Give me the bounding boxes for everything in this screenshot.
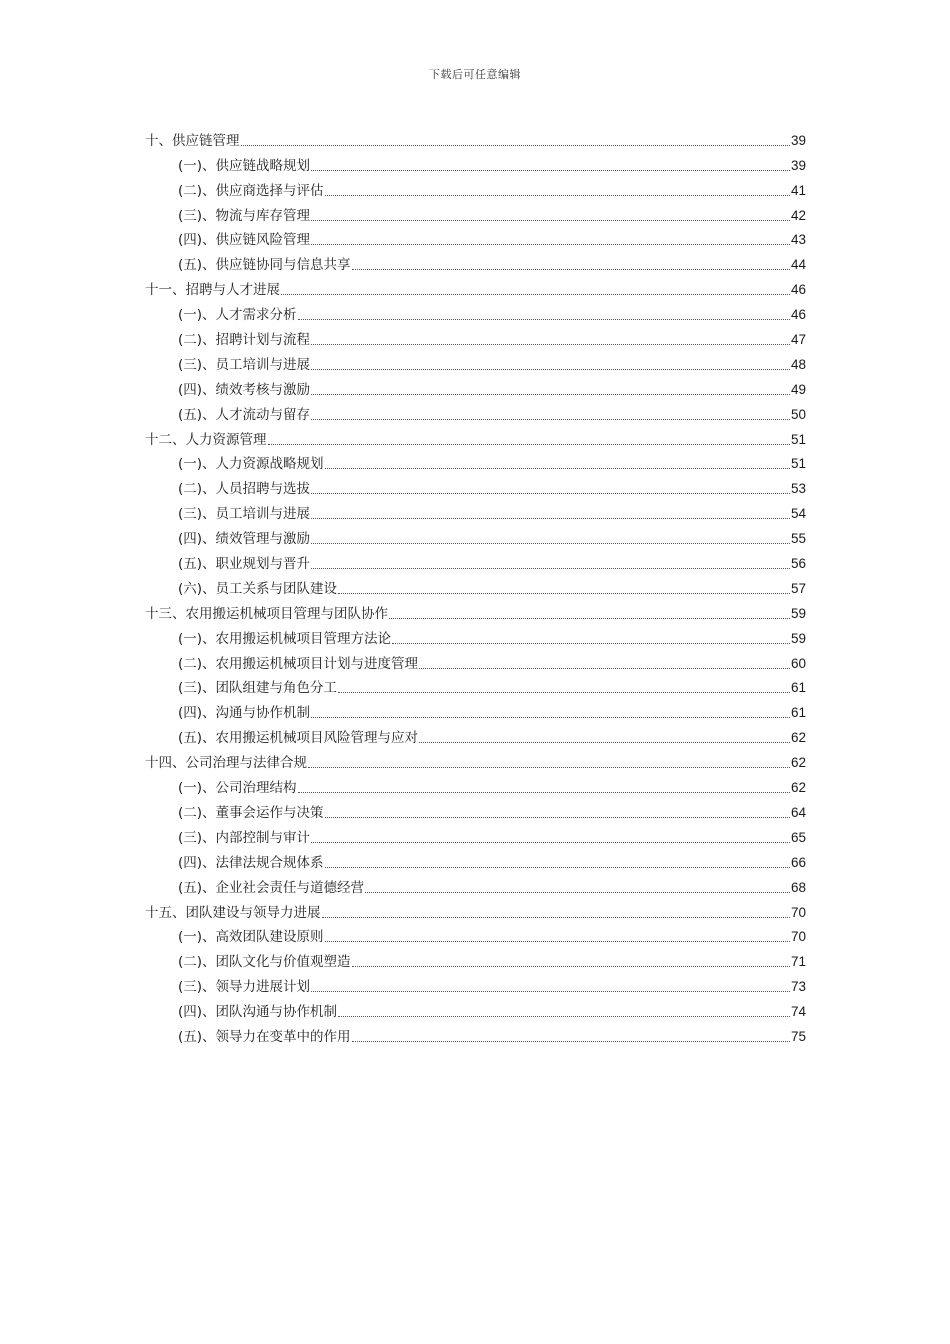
- toc-dot-leader: [322, 917, 790, 918]
- toc-page-number: 46: [790, 282, 806, 298]
- toc-dot-leader: [311, 369, 790, 370]
- toc-entry-title: (三)、物流与库存管理: [178, 207, 311, 224]
- toc-entry-title: (五)、职业规划与晋升: [178, 556, 311, 573]
- toc-dot-leader: [311, 842, 790, 843]
- toc-entry-title: 十四、公司治理与法律合规: [145, 755, 307, 772]
- toc-entry-title: 十二、人力资源管理: [145, 431, 267, 448]
- toc-entry-title: (二)、团队文化与价值观塑造: [178, 954, 351, 971]
- toc-page-number: 46: [790, 307, 806, 323]
- toc-page-number: 48: [790, 356, 806, 372]
- toc-page-number: 66: [790, 854, 806, 870]
- toc-entry-title: (四)、供应链风险管理: [178, 232, 311, 249]
- toc-chapter-entry[interactable]: [145, 599, 806, 624]
- toc-dot-leader: [325, 817, 790, 818]
- toc-section-entry[interactable]: [145, 574, 806, 599]
- toc-page-number: 62: [790, 730, 806, 746]
- toc-entry-title: (一)、供应链战略规划: [178, 157, 311, 174]
- page-header: 下载后可任意编辑: [429, 68, 521, 81]
- table-of-contents: [145, 126, 806, 1047]
- toc-dot-leader: [311, 717, 790, 718]
- toc-dot-leader: [338, 593, 790, 594]
- toc-section-entry[interactable]: [145, 873, 806, 898]
- toc-entry-title: (一)、高效团队建设原则: [178, 929, 324, 946]
- toc-page-number: 55: [790, 531, 806, 547]
- toc-entry-title: (四)、沟通与协作机制: [178, 705, 311, 722]
- toc-section-entry[interactable]: [145, 499, 806, 524]
- toc-page-number: 54: [790, 506, 806, 522]
- toc-entry-title: (三)、员工培训与进展: [178, 506, 311, 523]
- toc-dot-leader: [338, 692, 790, 693]
- toc-section-entry[interactable]: [145, 400, 806, 425]
- toc-section-entry[interactable]: [145, 549, 806, 574]
- toc-dot-leader: [389, 618, 790, 619]
- toc-dot-leader: [298, 792, 790, 793]
- toc-page-number: 51: [790, 431, 806, 447]
- toc-page-number: 56: [790, 556, 806, 572]
- toc-page-number: 42: [790, 207, 806, 223]
- toc-dot-leader: [311, 394, 790, 395]
- toc-page-number: 62: [790, 755, 806, 771]
- toc-dot-leader: [311, 419, 790, 420]
- toc-section-entry[interactable]: [145, 226, 806, 251]
- toc-section-entry[interactable]: [145, 325, 806, 350]
- toc-section-entry[interactable]: [145, 923, 806, 948]
- toc-entry-title: 十五、团队建设与领导力进展: [145, 904, 321, 921]
- toc-section-entry[interactable]: [145, 947, 806, 972]
- toc-section-entry[interactable]: [145, 823, 806, 848]
- toc-dot-leader: [308, 767, 790, 768]
- toc-dot-leader: [365, 892, 790, 893]
- toc-section-entry[interactable]: [145, 375, 806, 400]
- toc-dot-leader: [419, 742, 790, 743]
- toc-page-number: 43: [790, 232, 806, 248]
- toc-section-entry[interactable]: [145, 848, 806, 873]
- toc-entry-title: (二)、供应商选择与评估: [178, 182, 324, 199]
- toc-page-number: 53: [790, 481, 806, 497]
- toc-section-entry[interactable]: [145, 997, 806, 1022]
- toc-dot-leader: [419, 668, 790, 669]
- toc-page-number: 51: [790, 456, 806, 472]
- toc-entry-title: (三)、领导力进展计划: [178, 979, 311, 996]
- toc-entry-title: (五)、供应链协同与信息共享: [178, 257, 351, 274]
- toc-entry-title: (二)、董事会运作与决策: [178, 804, 324, 821]
- toc-chapter-entry[interactable]: [145, 425, 806, 450]
- toc-page-number: 50: [790, 406, 806, 422]
- toc-entry-title: (六)、员工关系与团队建设: [178, 580, 338, 597]
- toc-dot-leader: [352, 1041, 790, 1042]
- toc-entry-title: (五)、农用搬运机械项目风险管理与应对: [178, 730, 419, 747]
- toc-entry-title: (二)、招聘计划与流程: [178, 332, 311, 349]
- toc-section-entry[interactable]: [145, 250, 806, 275]
- toc-entry-title: (四)、绩效考核与激励: [178, 381, 311, 398]
- toc-dot-leader: [241, 145, 790, 146]
- toc-page-number: 74: [790, 1004, 806, 1020]
- toc-section-entry[interactable]: [145, 524, 806, 549]
- toc-section-entry[interactable]: [145, 798, 806, 823]
- toc-section-entry[interactable]: [145, 649, 806, 674]
- toc-chapter-entry[interactable]: [145, 748, 806, 773]
- toc-page-number: 39: [790, 157, 806, 173]
- toc-section-entry[interactable]: [145, 350, 806, 375]
- toc-page-number: 39: [790, 132, 806, 148]
- toc-section-entry[interactable]: [145, 624, 806, 649]
- toc-entry-title: (四)、绩效管理与激励: [178, 531, 311, 548]
- toc-dot-leader: [311, 991, 790, 992]
- toc-dot-leader: [325, 941, 790, 942]
- toc-dot-leader: [325, 867, 790, 868]
- toc-dot-leader: [311, 244, 790, 245]
- toc-page-number: 47: [790, 332, 806, 348]
- toc-page-number: 60: [790, 655, 806, 671]
- toc-entry-title: (二)、农用搬运机械项目计划与进度管理: [178, 655, 419, 672]
- toc-section-entry[interactable]: [145, 674, 806, 699]
- toc-entry-title: (一)、人才需求分析: [178, 307, 297, 324]
- toc-chapter-entry[interactable]: [145, 126, 806, 151]
- toc-page-number: 73: [790, 979, 806, 995]
- toc-section-entry[interactable]: [145, 201, 806, 226]
- toc-entry-title: 十三、农用搬运机械项目管理与团队协作: [145, 605, 388, 622]
- toc-entry-title: (三)、团队组建与角色分工: [178, 680, 338, 697]
- toc-dot-leader: [311, 518, 790, 519]
- toc-page-number: 59: [790, 630, 806, 646]
- toc-page-number: 62: [790, 780, 806, 796]
- toc-dot-leader: [325, 468, 790, 469]
- toc-entry-title: 十一、招聘与人才进展: [145, 282, 280, 299]
- toc-page-number: 49: [790, 381, 806, 397]
- toc-dot-leader: [352, 966, 790, 967]
- toc-chapter-entry[interactable]: [145, 275, 806, 300]
- toc-dot-leader: [298, 319, 790, 320]
- toc-entry-title: (四)、团队沟通与协作机制: [178, 1004, 338, 1021]
- toc-dot-leader: [311, 220, 790, 221]
- toc-page-number: 61: [790, 705, 806, 721]
- toc-entry-title: (五)、企业社会责任与道德经营: [178, 879, 365, 896]
- toc-entry-title: (一)、农用搬运机械项目管理方法论: [178, 630, 392, 647]
- toc-section-entry[interactable]: [145, 176, 806, 201]
- toc-entry-title: (一)、人力资源战略规划: [178, 456, 324, 473]
- toc-page-number: 59: [790, 605, 806, 621]
- toc-chapter-entry[interactable]: [145, 898, 806, 923]
- toc-section-entry[interactable]: [145, 698, 806, 723]
- toc-page-number: 75: [790, 1028, 806, 1044]
- toc-entry-title: (三)、内部控制与审计: [178, 829, 311, 846]
- toc-section-entry[interactable]: [145, 474, 806, 499]
- toc-section-entry[interactable]: [145, 723, 806, 748]
- toc-dot-leader: [392, 643, 790, 644]
- toc-page-number: 41: [790, 182, 806, 198]
- toc-section-entry[interactable]: [145, 773, 806, 798]
- toc-entry-title: (五)、人才流动与留存: [178, 406, 311, 423]
- toc-dot-leader: [281, 294, 790, 295]
- toc-section-entry[interactable]: [145, 450, 806, 475]
- toc-page-number: 68: [790, 879, 806, 895]
- toc-page-number: 44: [790, 257, 806, 273]
- toc-entry-title: (三)、员工培训与进展: [178, 356, 311, 373]
- toc-section-entry[interactable]: [145, 1022, 806, 1047]
- toc-entry-title: (二)、人员招聘与选拔: [178, 481, 311, 498]
- toc-dot-leader: [311, 543, 790, 544]
- toc-page-number: 61: [790, 680, 806, 696]
- toc-entry-title: (四)、法律法规合规体系: [178, 854, 324, 871]
- toc-page-number: 70: [790, 929, 806, 945]
- toc-dot-leader: [311, 170, 790, 171]
- toc-entry-title: 十、供应链管理: [145, 132, 240, 149]
- toc-dot-leader: [311, 493, 790, 494]
- toc-section-entry[interactable]: [145, 972, 806, 997]
- toc-dot-leader: [352, 269, 790, 270]
- toc-entry-title: (一)、公司治理结构: [178, 780, 297, 797]
- toc-dot-leader: [268, 444, 790, 445]
- toc-entry-title: (五)、领导力在变革中的作用: [178, 1028, 351, 1045]
- toc-section-entry[interactable]: [145, 151, 806, 176]
- toc-section-entry[interactable]: [145, 300, 806, 325]
- toc-page-number: 57: [790, 580, 806, 596]
- toc-page-number: 65: [790, 829, 806, 845]
- toc-dot-leader: [325, 195, 790, 196]
- toc-dot-leader: [311, 568, 790, 569]
- toc-dot-leader: [311, 344, 790, 345]
- toc-page-number: 70: [790, 904, 806, 920]
- toc-dot-leader: [338, 1016, 790, 1017]
- toc-page-number: 64: [790, 804, 806, 820]
- toc-page-number: 71: [790, 954, 806, 970]
